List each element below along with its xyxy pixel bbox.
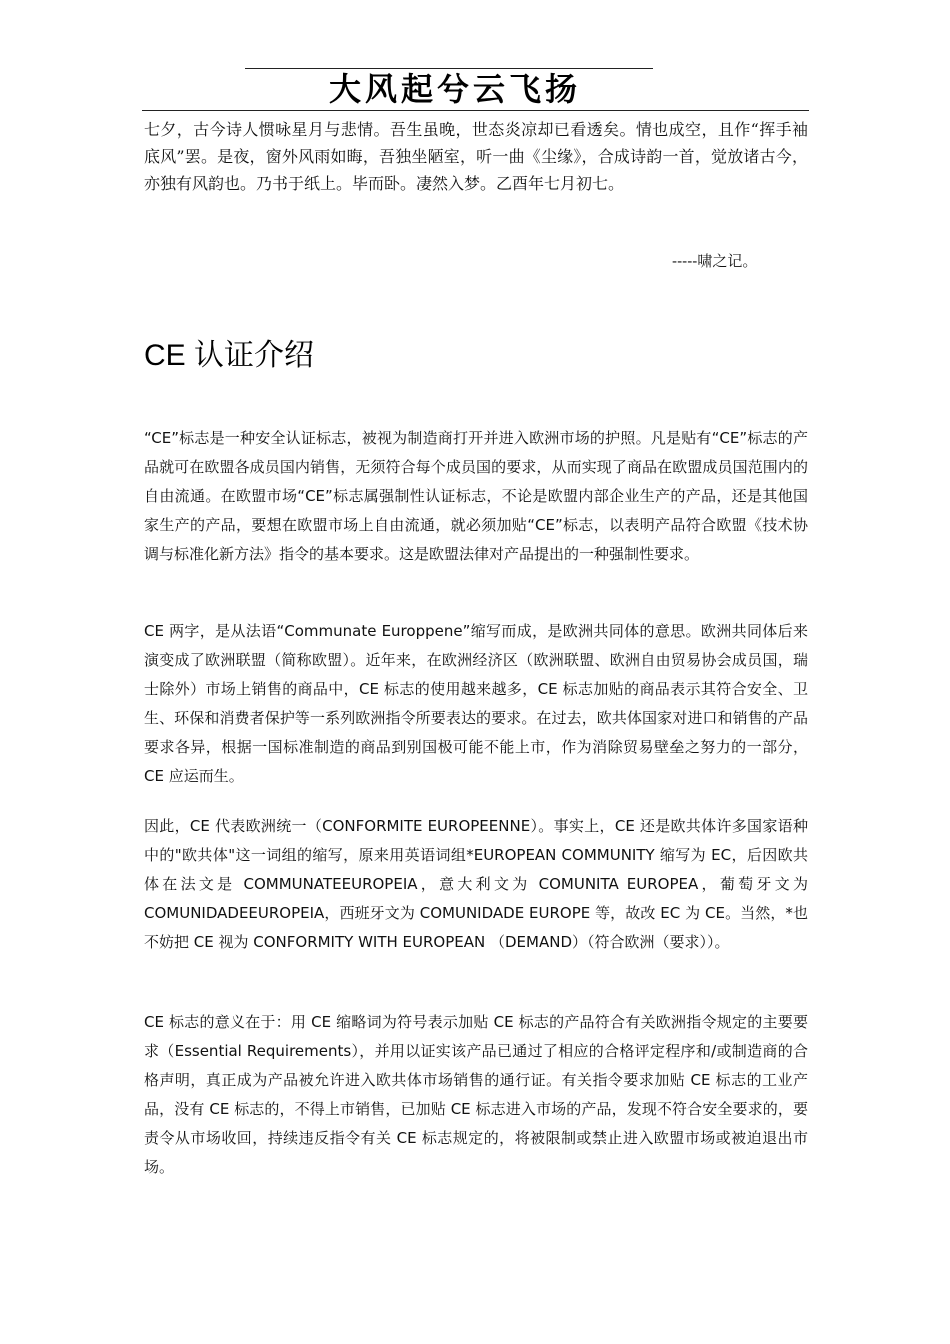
paragraph-3: 因此，CE 代表欧洲统一（CONFORMITE EUROPEENNE）。事实上，CE 还是欧共体许多国家语种中的"欧共体"这一词组的缩写，原来用英语词组*EUROPEAN COMMUNITY 缩写为 EC，后因欧共体在法文是 COMMUNATEEUROPEIA，意大利文为 COMUNITA EUROPEA，葡萄牙文为 COMUNIDADEEUROPEIA，西班牙文为 COMUNIDADE EUROPE 等，故改 EC 为 CE。当然，*也不妨把 CE 视为 CONFORMITY WITH EUROPEAN （DEMAND）（符合欧洲（要求））。	[144, 817, 808, 951]
poem-signature: -----啸之记。	[672, 252, 758, 270]
poem-text: 七夕，古今诗人惯咏星月与悲情。吾生虽晚，世态炎凉却已看透矣。情也成空，且作“挥手袖底风”罢。是夜，窗外风雨如晦，吾独坐陋室，听一曲《尘缘》，合成诗韵一首，觉放诸古今，亦独有风韵也。乃书于纸上。毕而卧。凄然入梦。乙酉年七月初七。	[144, 120, 808, 193]
section-title: CE 认证介绍	[144, 339, 315, 372]
paragraph-1: “CE”标志是一种安全认证标志，被视为制造商打开并进入欧洲市场的护照。凡是贴有“CE”标志的产品就可在欧盟各成员国内销售，无须符合每个成员国的要求，从而实现了商品在欧盟成员国范围内的自由流通。在欧盟市场“CE”标志属强制性认证标志，不论是欧盟内部企业生产的产品，还是其他国家生产的产品，要想在欧盟市场上自由流通，就必须加贴“CE”标志，以表明产品符合欧盟《技术协调与标准化新方法》指令的基本要求。这是欧盟法律对产品提出的一种强制性要求。	[144, 429, 808, 563]
header-rule-bottom	[142, 110, 809, 111]
paragraph-2: CE 两字，是从法语“Communate Europpene”缩写而成，是欧洲共同体的意思。欧洲共同体后来演变成了欧洲联盟（简称欧盟）。近年来，在欧洲经济区（欧洲联盟、欧洲自由贸易协会成员国，瑞士除外）市场上销售的商品中，CE 标志的使用越来越多，CE 标志加贴的商品表示其符合安全、卫生、环保和消费者保护等一系列欧洲指令所要表达的要求。在过去，欧共体国家对进口和销售的产品要求各异，根据一国标准制造的商品到别国极可能不能上市，作为消除贸易壁垒之努力的一部分，CE 应运而生。	[144, 622, 808, 785]
paragraph-4: CE 标志的意义在于：用 CE 缩略词为符号表示加贴 CE 标志的产品符合有关欧洲指令规定的主要要求（Essential Requirements），并用以证实该产品已通过了相应的合格评定程序和/或制造商的合格声明，真正成为产品被允许进入欧共体市场销售的通行证。有关指令要求加贴 CE 标志的工业产品，没有 CE 标志的，不得上市销售，已加贴 CE 标志进入市场的产品，发现不符合安全要求的，要责令从市场收回，持续违反指令有关 CE 标志规定的，将被限制或禁止进入欧盟市场或被迫退出市场。	[144, 1013, 808, 1176]
header-title: 大风起兮云飞扬	[328, 70, 581, 108]
